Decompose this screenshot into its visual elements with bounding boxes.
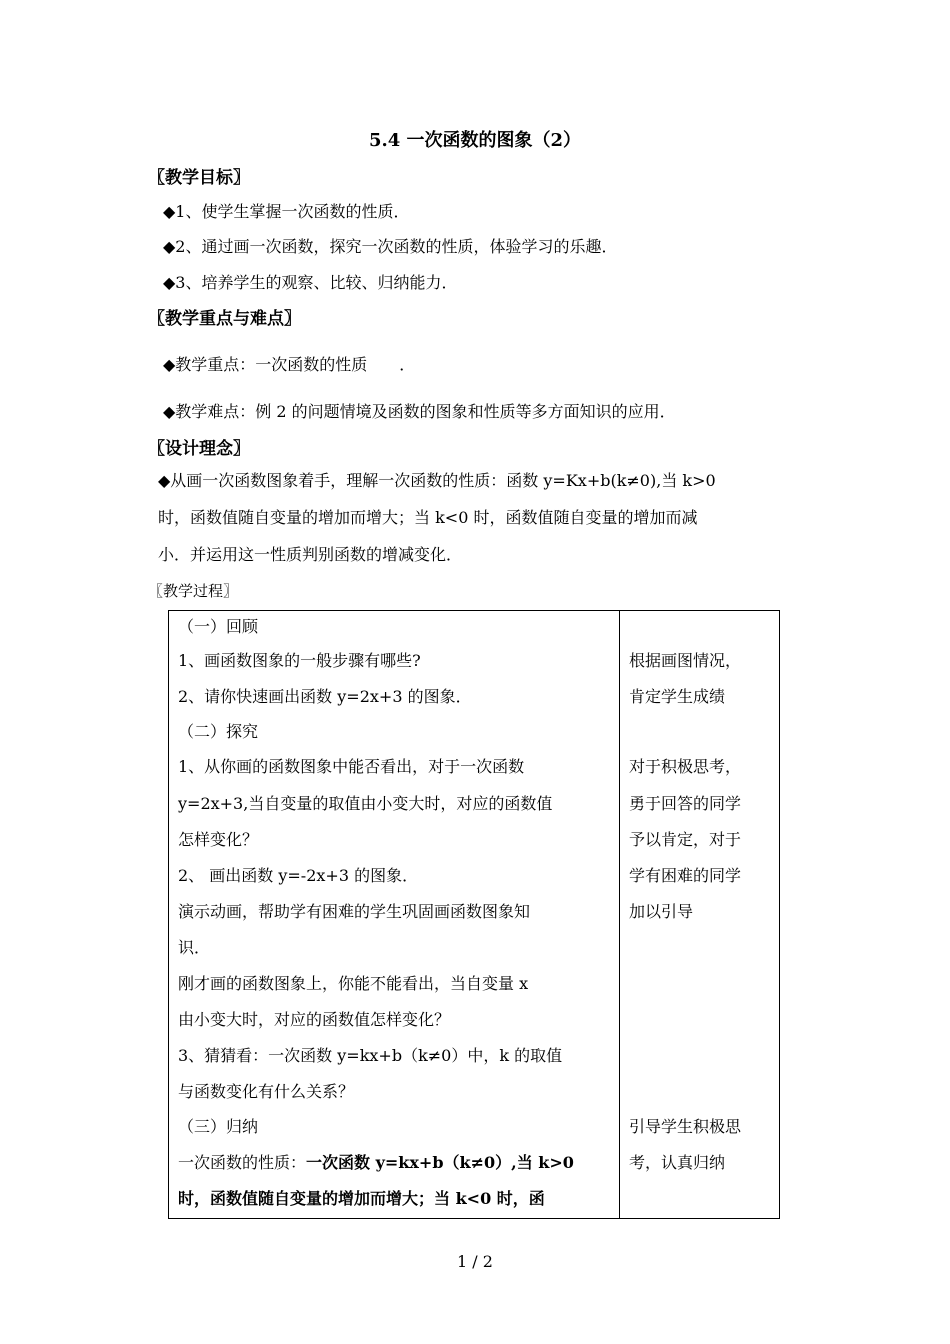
observe-line-1: 刚才画的函数图象上，你能不能看出，当自变量 x (178, 974, 529, 993)
objective-item-1: ◆1、使学生掌握一次函数的性质． (163, 202, 410, 221)
note-3-line-2: 考，认真归纳 (629, 1153, 726, 1172)
table-column-divider (619, 611, 620, 1218)
explore-question-1-line-3: 怎样变化？ (178, 830, 259, 849)
review-question-1: 1、画函数图象的一般步骤有哪些? (178, 651, 421, 670)
summary-line-1 (178, 1150, 574, 1173)
objective-item-2: ◆2、通过画一次函数，探究一次函数的性质，体验学习的乐趣． (163, 237, 618, 256)
review-question-2: 2、请你快速画出函数 y=2x+3 的图象． (178, 687, 472, 706)
design-line-2: 时，函数值随自变量的增加而增大；当 k<0 时，函数值随自变量的增加而减 (158, 508, 698, 527)
page-number: 1 / 2 (457, 1252, 493, 1271)
note-2-line-3: 予以肯定，对于 (629, 830, 742, 849)
design-heading: 〖设计理念〗 (148, 439, 250, 459)
note-2-line-2: 勇于回答的同学 (629, 794, 742, 813)
design-paragraph (158, 462, 812, 573)
note-3-line-1: 引导学生积极思 (629, 1117, 742, 1136)
key-points-heading: 〖教学重点与难点〗 (148, 309, 301, 329)
note-2-line-1: 对于积极思考， (629, 757, 742, 776)
note-2-line-4: 学有困难的同学 (629, 866, 742, 885)
objectives-heading: 〖教学目标〗 (148, 168, 250, 188)
page-title: 5.4 一次函数的图象（2） (368, 130, 582, 151)
note-1-line-1: 根据画图情况， (629, 651, 742, 670)
review-title: （一）回顾 (178, 617, 259, 636)
summary-bold-line-2: 时，函数值随自变量的增加而增大；当 k<0 时，函 (178, 1189, 545, 1208)
observe-line-2: 由小变大时，对应的函数值怎样变化？ (178, 1010, 451, 1029)
summary-prefix: 一次函数的性质： (178, 1153, 307, 1172)
summary-title: （三）归纳 (178, 1117, 259, 1136)
key-point-item-2: ◆教学难点：例 2 的问题情境及函数的图象和性质等多方面知识的应用． (163, 402, 676, 421)
demo-line-1: 演示动画，帮助学有困难的学生巩固画函数图象知 (178, 902, 531, 921)
summary-bold-line-1: 一次函数 y=kx+b（k≠0）,当 k>0 (306, 1153, 574, 1172)
process-heading: 〖教学过程〗 (148, 582, 239, 600)
objective-item-3: ◆3、培养学生的观察、比较、归纳能力． (163, 273, 458, 292)
demo-line-2: 识． (178, 938, 211, 957)
note-1-line-2: 肯定学生成绩 (629, 687, 726, 706)
explore-question-1-line-1: 1、从你画的函数图象中能否看出，对于一次函数 (178, 757, 525, 776)
guess-line-2: 与函数变化有什么关系？ (178, 1082, 355, 1101)
design-line-1: ◆从画一次函数图象着手，理解一次函数的性质：函数 y=Kx+b(k≠0),当 k>0 (158, 471, 716, 490)
key-point-item-1: ◆教学重点：一次函数的性质 ． (163, 355, 416, 374)
design-line-3: 小．并运用这一性质判别函数的增减变化． (158, 545, 463, 564)
guess-line-1: 3、猜猜看：一次函数 y=kx+b（k≠0）中，k 的取值 (178, 1046, 563, 1065)
note-2-line-5: 加以引导 (629, 902, 694, 921)
explore-question-1-line-2: y=2x+3,当自变量的取值由小变大时，对应的函数值 (178, 794, 553, 813)
explore-title: （二）探究 (178, 722, 259, 741)
process-table (168, 610, 780, 1219)
explore-question-2: 2、 画出函数 y=-2x+3 的图象． (178, 866, 419, 885)
